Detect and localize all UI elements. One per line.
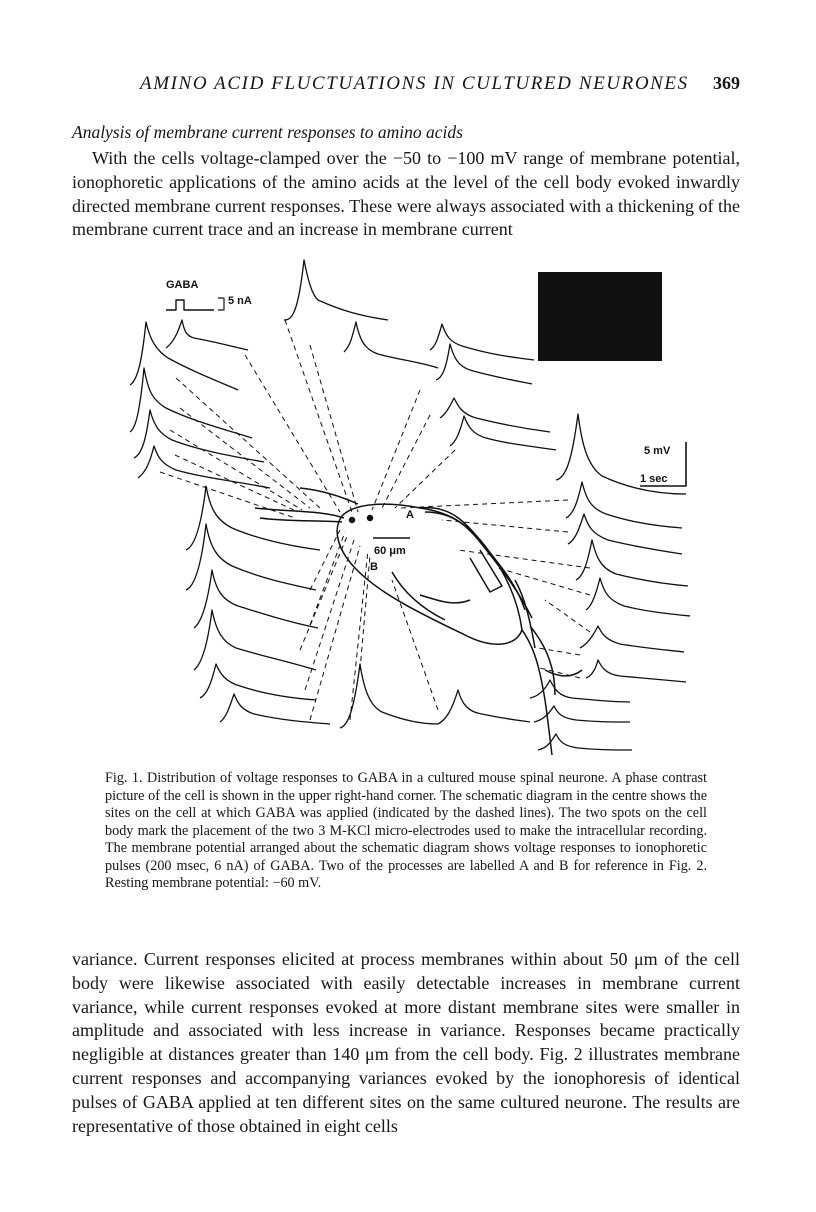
process-a-label: A <box>406 509 414 521</box>
figure-drawing <box>120 250 700 770</box>
pulse-scale-label: 5 nA <box>228 295 252 307</box>
process-b-label: B <box>370 561 378 573</box>
voltage-traces <box>130 260 690 750</box>
neurone-schematic <box>255 488 582 755</box>
paragraph-top: With the cells voltage-clamped over the −50 to −100 mV range of membrane potential, ionophoretic applications of the amino acids at the level of the cell body evoked inwardly directed membrane current responses. These were always associated with a thickening of the membrane current trace and an increase in membrane current <box>72 148 740 240</box>
caption-label: Fig. 1. <box>105 770 143 786</box>
running-title: AMINO ACID FLUCTUATIONS IN CULTURED NEURONES <box>140 73 689 94</box>
section-heading: Analysis of membrane current responses to amino acids <box>72 122 463 142</box>
pulse-label: GABA <box>166 279 199 291</box>
caption-text: Distribution of voltage responses to GABA in a cultured mouse spinal neurone. A phase contrast picture of the cell is shown in the upper right-hand corner. The schematic diagram in the centre shows the sites on the cell at which GABA was applied (indicated by the dashed lines). The two spots on the cell body mark the placement of the two 3 M-KCl micro-electrodes used to make the intracellular recording. The membrane potential arranged about the schematic diagram shows voltage responses to ionophoretic pulses (200 msec, 6 nA) of GABA. Two of the processes are labelled A and B for reference in Fig. 2. Resting membrane potential: −60 mV. <box>105 770 707 891</box>
figure-caption <box>105 770 707 893</box>
page-number: 369 <box>713 73 740 93</box>
application-site-lines <box>160 320 590 720</box>
running-header <box>72 73 740 103</box>
paragraph-bottom: variance. Current responses elicited at process membranes within about 50 μm of the cell body were likewise associated with easily detectable increases in membrane current variance, while current responses evoked at more distant membrane sites were smaller in amplitude and associated with less increase in variance. Responses became practically negligible at distances greater than 140 μm from the cell body. Fig. 2 illustrates membrane current responses and accompanying variances evoked by the ionophoresis of identical pulses of GABA applied at ten different sites on the same cultured neurone. The results are representative of those obtained in eight cells <box>72 949 740 1136</box>
voltage-scale-label: 5 mV <box>644 445 671 457</box>
time-scale-label: 1 sec <box>640 473 668 485</box>
figure-1 <box>120 250 700 770</box>
length-scale-label: 60 μm <box>374 545 406 557</box>
